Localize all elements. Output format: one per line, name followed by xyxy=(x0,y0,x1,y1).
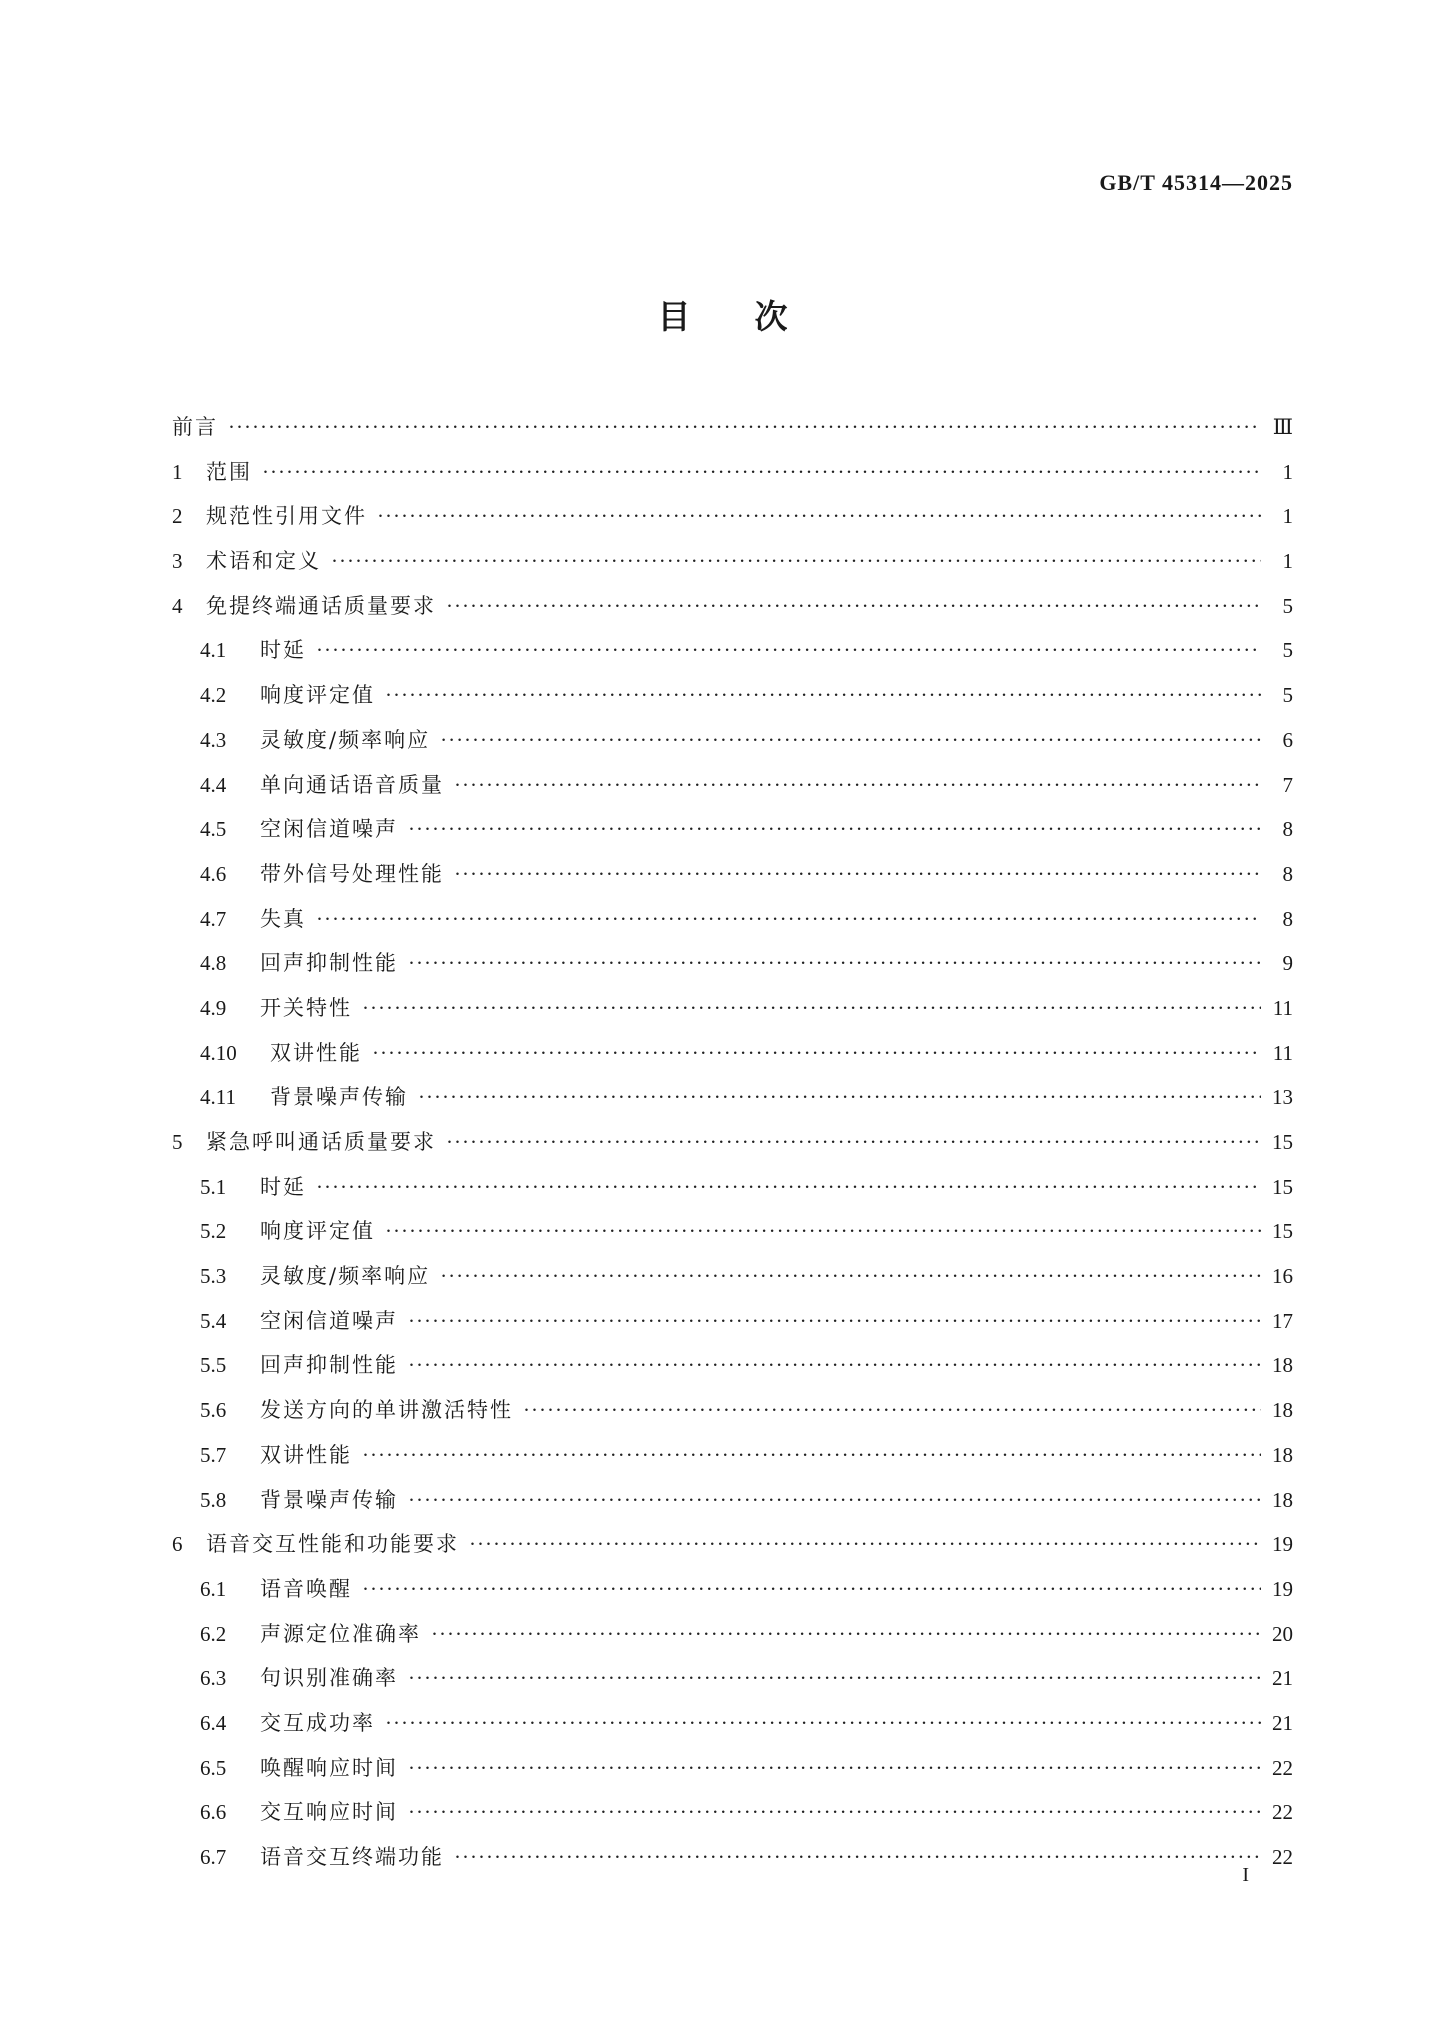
toc-entry-label: 双讲性能 xyxy=(270,1040,362,1065)
toc-entry-2[interactable] xyxy=(172,500,1293,545)
table-of-contents xyxy=(172,411,1293,1886)
toc-entry-label: 语音唤醒 xyxy=(260,1576,352,1601)
toc-entry-page: 15 xyxy=(1272,1219,1293,1244)
toc-entry-number: 5.1 xyxy=(200,1174,227,1199)
toc-entry-page: 9 xyxy=(1282,951,1293,976)
toc-entry-4-1[interactable] xyxy=(172,634,1293,679)
toc-entry-page: 20 xyxy=(1272,1621,1293,1646)
dot-leader xyxy=(372,1041,1261,1066)
toc-entry-page: 8 xyxy=(1282,861,1293,886)
toc-entry-number: 4.5 xyxy=(200,817,227,842)
toc-entry-number: 5.5 xyxy=(200,1353,227,1378)
toc-entry-label: 前言 xyxy=(172,415,218,439)
toc-entry-6-5[interactable] xyxy=(172,1752,1293,1797)
toc-entry-label: 带外信号处理性能 xyxy=(260,861,444,886)
toc-entry-number: 4 xyxy=(172,593,183,618)
toc-entry-number: 4.10 xyxy=(200,1040,237,1065)
toc-entry-page: 19 xyxy=(1272,1532,1293,1557)
toc-entry-number: 6.7 xyxy=(200,1845,227,1869)
toc-entry-page: 1 xyxy=(1282,459,1293,484)
toc-entry-page: 8 xyxy=(1282,906,1293,931)
toc-entry-5-2[interactable] xyxy=(172,1215,1293,1260)
toc-entry-4-11[interactable] xyxy=(172,1081,1293,1126)
toc-entry-4-6[interactable] xyxy=(172,858,1293,903)
toc-entry-number: 6.2 xyxy=(200,1621,227,1646)
toc-entry-number: 6.3 xyxy=(200,1666,227,1691)
toc-entry-5-3[interactable] xyxy=(172,1260,1293,1305)
toc-entry-page: 11 xyxy=(1272,995,1293,1020)
toc-entry-page: 1 xyxy=(1282,504,1293,529)
toc-entry-6-1[interactable] xyxy=(172,1573,1293,1618)
toc-entry-number: 6 xyxy=(172,1532,183,1557)
toc-entry-number: 6.4 xyxy=(200,1710,227,1735)
toc-entry-label: 紧急呼叫通话质量要求 xyxy=(206,1130,436,1154)
dot-leader xyxy=(440,728,1261,753)
toc-entry-4-5[interactable] xyxy=(172,813,1293,858)
toc-entry-number: 5.8 xyxy=(200,1487,227,1512)
dot-leader xyxy=(408,817,1261,842)
toc-entry-label: 范围 xyxy=(206,459,252,484)
dot-leader xyxy=(377,504,1261,529)
toc-entry-5-7[interactable] xyxy=(172,1439,1293,1484)
toc-entry-page: 15 xyxy=(1272,1130,1293,1154)
toc-entry-4-9[interactable] xyxy=(172,992,1293,1037)
toc-entry-number: 4.8 xyxy=(200,951,227,976)
dot-leader xyxy=(446,1130,1261,1155)
dot-leader xyxy=(362,1577,1261,1602)
toc-entry-label: 交互响应时间 xyxy=(260,1800,398,1825)
toc-entry-number: 4.3 xyxy=(200,727,227,752)
toc-entry-label: 失真 xyxy=(260,906,306,931)
toc-entry-preface[interactable] xyxy=(172,411,1293,456)
toc-entry-label: 空闲信道噪声 xyxy=(260,1308,398,1333)
dot-leader xyxy=(440,1264,1261,1289)
toc-entry-number: 4.7 xyxy=(200,906,227,931)
toc-entry-5-5[interactable] xyxy=(172,1349,1293,1394)
toc-entry-4-10[interactable] xyxy=(172,1037,1293,1082)
toc-entry-page: 22 xyxy=(1272,1800,1293,1825)
toc-entry-page: 1 xyxy=(1282,549,1293,574)
toc-entry-page: 19 xyxy=(1272,1576,1293,1601)
toc-entry-number: 5.7 xyxy=(200,1442,227,1467)
toc-entry-label: 回声抑制性能 xyxy=(260,1353,398,1378)
page-title: 目次 xyxy=(657,297,852,336)
toc-entry-page: Ⅲ xyxy=(1272,415,1293,439)
toc-entry-6-4[interactable] xyxy=(172,1707,1293,1752)
toc-entry-number: 3 xyxy=(172,549,183,574)
toc-entry-page: 18 xyxy=(1272,1398,1293,1423)
toc-entry-label: 交互成功率 xyxy=(260,1710,375,1735)
toc-entry-number: 4.11 xyxy=(200,1085,236,1110)
toc-entry-label: 语音交互性能和功能要求 xyxy=(206,1532,459,1557)
toc-entry-number: 5.4 xyxy=(200,1308,227,1333)
dot-leader xyxy=(523,1398,1261,1423)
toc-entry-label: 空闲信道噪声 xyxy=(260,817,398,842)
toc-entry-page: 16 xyxy=(1272,1264,1293,1289)
toc-entry-number: 6.6 xyxy=(200,1800,227,1825)
dot-leader xyxy=(408,951,1261,976)
toc-entry-page: 18 xyxy=(1272,1487,1293,1512)
toc-entry-4-7[interactable] xyxy=(172,903,1293,948)
dot-leader xyxy=(454,862,1261,887)
dot-leader xyxy=(316,1175,1261,1200)
toc-entry-number: 5.2 xyxy=(200,1219,227,1244)
toc-entry-page: 22 xyxy=(1272,1755,1293,1780)
dot-leader xyxy=(431,1622,1261,1647)
toc-entry-4-3[interactable] xyxy=(172,724,1293,769)
toc-entry-number: 5 xyxy=(172,1130,183,1154)
toc-entry-label: 灵敏度/频率响应 xyxy=(260,1264,431,1289)
toc-entry-label: 灵敏度/频率响应 xyxy=(260,727,431,752)
toc-entry-page: 8 xyxy=(1282,817,1293,842)
toc-entry-label: 免提终端通话质量要求 xyxy=(206,593,436,618)
toc-entry-number: 6.5 xyxy=(200,1755,227,1780)
toc-entry-number: 5.6 xyxy=(200,1398,227,1423)
dot-leader xyxy=(362,996,1261,1021)
toc-entry-page: 15 xyxy=(1272,1174,1293,1199)
toc-entry-number: 5.3 xyxy=(200,1264,227,1289)
toc-entry-page: 5 xyxy=(1282,683,1293,708)
dot-leader xyxy=(385,1711,1261,1736)
toc-entry-label: 唤醒响应时间 xyxy=(260,1755,398,1780)
toc-entry-number: 4.4 xyxy=(200,772,227,797)
toc-entry-6[interactable] xyxy=(172,1528,1293,1573)
toc-entry-page: 13 xyxy=(1272,1085,1293,1110)
dot-leader xyxy=(408,1756,1261,1781)
dot-leader xyxy=(408,1800,1261,1825)
toc-entry-number: 2 xyxy=(172,504,183,529)
toc-entry-page: 21 xyxy=(1272,1666,1293,1691)
toc-entry-label: 声源定位准确率 xyxy=(260,1621,421,1646)
toc-entry-5-8[interactable] xyxy=(172,1484,1293,1529)
toc-entry-page: 11 xyxy=(1272,1040,1293,1065)
dot-leader xyxy=(316,638,1261,663)
toc-entry-page: 5 xyxy=(1282,638,1293,663)
toc-entry-label: 开关特性 xyxy=(260,995,352,1020)
toc-entry-page: 21 xyxy=(1272,1710,1293,1735)
toc-entry-5-6[interactable] xyxy=(172,1394,1293,1439)
toc-entry-page: 17 xyxy=(1272,1308,1293,1333)
toc-entry-3[interactable] xyxy=(172,545,1293,590)
toc-entry-1[interactable] xyxy=(172,456,1293,501)
dot-leader xyxy=(331,549,1261,574)
dot-leader xyxy=(408,1309,1261,1334)
toc-entry-4-8[interactable] xyxy=(172,947,1293,992)
dot-leader xyxy=(408,1488,1261,1513)
dot-leader xyxy=(454,773,1261,798)
dot-leader xyxy=(228,415,1261,440)
toc-entry-page: 18 xyxy=(1272,1353,1293,1378)
toc-entry-4-4[interactable] xyxy=(172,769,1293,814)
toc-entry-number: 6.1 xyxy=(200,1576,227,1601)
toc-entry-label: 单向通话语音质量 xyxy=(260,772,444,797)
toc-entry-page: 5 xyxy=(1282,593,1293,618)
toc-entry-page: 22 xyxy=(1272,1845,1293,1869)
toc-entry-6-6[interactable] xyxy=(172,1796,1293,1841)
dot-leader xyxy=(385,1219,1261,1244)
toc-entry-label: 背景噪声传输 xyxy=(260,1487,398,1512)
toc-entry-page: 18 xyxy=(1272,1442,1293,1467)
dot-leader xyxy=(262,460,1261,485)
dot-leader xyxy=(362,1443,1261,1468)
toc-entry-label: 回声抑制性能 xyxy=(260,951,398,976)
toc-entry-number: 4.1 xyxy=(200,638,227,663)
dot-leader xyxy=(469,1532,1261,1557)
toc-entry-label: 发送方向的单讲激活特性 xyxy=(260,1398,513,1423)
dot-leader xyxy=(385,683,1261,708)
toc-entry-5-4[interactable] xyxy=(172,1305,1293,1350)
toc-entry-6-2[interactable] xyxy=(172,1618,1293,1663)
toc-entry-label: 语音交互终端功能 xyxy=(260,1845,444,1869)
toc-entry-label: 响度评定值 xyxy=(260,683,375,708)
toc-entry-label: 术语和定义 xyxy=(206,549,321,574)
toc-entry-6-3[interactable] xyxy=(172,1662,1293,1707)
toc-entry-6-7[interactable] xyxy=(172,1841,1293,1886)
toc-entry-4[interactable] xyxy=(172,590,1293,635)
toc-entry-number: 4.2 xyxy=(200,683,227,708)
toc-entry-5-1[interactable] xyxy=(172,1171,1293,1216)
toc-entry-number: 4.9 xyxy=(200,995,227,1020)
toc-entry-label: 规范性引用文件 xyxy=(206,504,367,529)
dot-leader xyxy=(454,1845,1261,1870)
dot-leader xyxy=(408,1353,1261,1378)
toc-entry-number: 4.6 xyxy=(200,861,227,886)
toc-entry-page: 6 xyxy=(1282,727,1293,752)
page-number: I xyxy=(1242,1864,1249,1886)
standard-code: GB/T 45314—2025 xyxy=(1099,170,1293,195)
dot-leader xyxy=(418,1085,1261,1110)
toc-entry-label: 响度评定值 xyxy=(260,1219,375,1244)
toc-entry-number: 1 xyxy=(172,459,183,484)
dot-leader xyxy=(408,1666,1261,1691)
toc-entry-label: 背景噪声传输 xyxy=(270,1085,408,1110)
toc-entry-label: 句识别准确率 xyxy=(260,1666,398,1691)
toc-entry-label: 时延 xyxy=(260,1174,306,1199)
toc-entry-5[interactable] xyxy=(172,1126,1293,1171)
toc-entry-label: 时延 xyxy=(260,638,306,663)
toc-entry-page: 7 xyxy=(1282,772,1293,797)
toc-entry-4-2[interactable] xyxy=(172,679,1293,724)
dot-leader xyxy=(446,594,1261,619)
dot-leader xyxy=(316,907,1261,932)
toc-entry-label: 双讲性能 xyxy=(260,1442,352,1467)
